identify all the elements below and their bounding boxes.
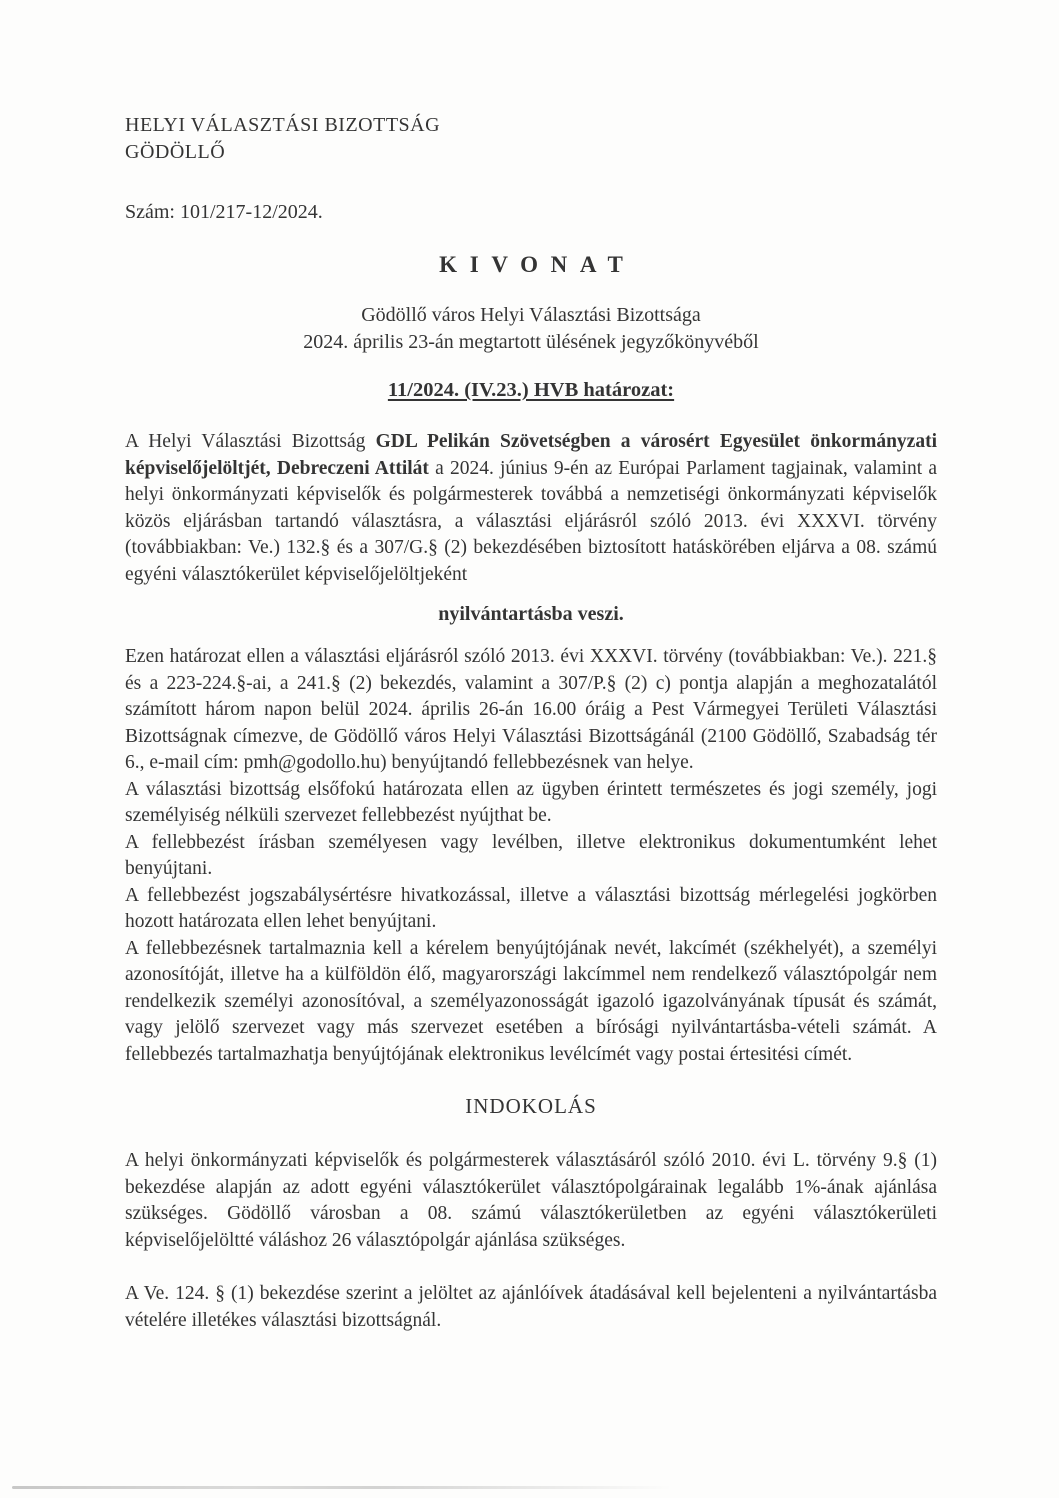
issuing-authority-city: GÖDÖLLŐ — [125, 141, 226, 163]
appeal-paragraph: A fellebbezést írásban személyesen vagy levélben, illetve elektronikus dokumentumként lehet benyújtani. — [125, 831, 937, 879]
decision-paragraph-rest: a 2024. június 9-én az Európai Parlament tagjainak, valamint a helyi önkormányzati képviselők és polgármesterek továbbá a nemzetiségi önkormányzati képviselők közös eljárásban tartandó választásra, a választási eljárásról szóló 2013. évi XXXVI. törvény (továbbiakban: Ve.) 132.§ és a 307/G.§ (2) bekezdésében biztosított hatáskörében eljárva a 08. számú egyéni választókerület képviselőjelöltjeként — [125, 457, 937, 585]
document-content — [125, 112, 937, 1334]
appeal-paragraph: A választási bizottság elsőfokú határozata ellen az ügyben érintett természetes és jogi személy, jogi személyiség nélküli szervezet fellebbezést nyújthat be. — [125, 778, 937, 826]
appeal-paragraph: A fellebbezésnek tartalmaznia kell a kérelem benyújtójának nevét, lakcímét (székhelyét), a személyi azonosítóját, illetve ha a külföldön élő, magyarországi lakcímmel nem rendelkező választópolgár nem rendelkezik személyi azonosítóval, a személyazonosságát igazoló igazolványának típusát és számát, vagy jelölő szervezet vagy más szervezet esetében a bírósági nyilvántartásba-vételi számát. A fellebbezés tartalmazhatja benyújtójának elektronikus levélcímét vagy postai értesitési címét. — [125, 937, 937, 1065]
decision-number-heading: 11/2024. (IV.23.) HVB határozat: — [387, 379, 675, 401]
decision-paragraph — [125, 429, 937, 588]
appeal-instructions-block — [125, 644, 937, 1068]
subtitle-block — [125, 302, 937, 356]
reasoning-paragraph: A Ve. 124. § (1) bekezdése szerint a jelöltet az ajánlóívek átadásával kell bejelenteni a nyilvántartásba vételére illetékes választási bizottságnál. — [125, 1283, 937, 1331]
case-number: Szám: 101/217-12/2024. — [125, 201, 323, 223]
reasoning-section-heading: INDOKOLÁS — [465, 1094, 597, 1118]
reasoning-paragraph: A helyi önkormányzati képviselők és polgármesterek választásáról szóló 2010. évi L. törvény 9.§ (1) bekezdése alapján az adott egyéni választókerület választópolgárainak legalább 1%-ának ajánlása szükséges. Gödöllő városban a 08. számú választókerületben az egyéni választókerületi képviselőjelöltté váláshoz 26 választópolgár ajánlása szükséges. — [125, 1150, 937, 1251]
document-title: KIVONAT — [439, 252, 636, 277]
scan-smudge-artifact — [12, 1486, 672, 1489]
operative-clause: nyilvántartásba veszi. — [438, 603, 624, 625]
issuing-authority-name: HELYI VÁLASZTÁSI BIZOTTSÁG — [125, 114, 441, 136]
decision-paragraph-lead: A Helyi Választási Bizottság — [125, 431, 376, 452]
subtitle-session-date: 2024. április 23-án megtartott ülésének jegyzőkönyvéből — [303, 331, 759, 353]
candidate-and-organization-bold: GDL Pelikán Szövetségben a városért Egyesület önkormányzati képviselőjelöltjét, Debreczeni Attilát — [125, 431, 937, 479]
subtitle-committee: Gödöllő város Helyi Választási Bizottsága — [361, 304, 701, 326]
appeal-paragraph: A fellebbezést jogszabálysértésre hivatkozással, illetve a választási bizottság mérlegelési jogkörben hozott határozata ellen lehet benyújtani. — [125, 884, 937, 932]
appeal-paragraph: Ezen határozat ellen a választási eljárásról szóló 2013. évi XXXVI. törvény (továbbiakban: Ve.). 221.§ és a 223-224.§-ai, a 241.§ (2) bekezdés, valamint a 307/P.§ (2) c) pontja alapján a meghozatalától számított három napon belül 2024. április 26-án 16.00 óráig a Pest Vármegyei Területi Választási Bizottságnak címezve, de Gödöllő város Helyi Választási Bizottságánál (2100 Gödöllő, Szabadság tér 6., e-mail cím: pmh@godollo.hu) benyújtandó fellebbezésnek van helye. — [125, 646, 937, 773]
